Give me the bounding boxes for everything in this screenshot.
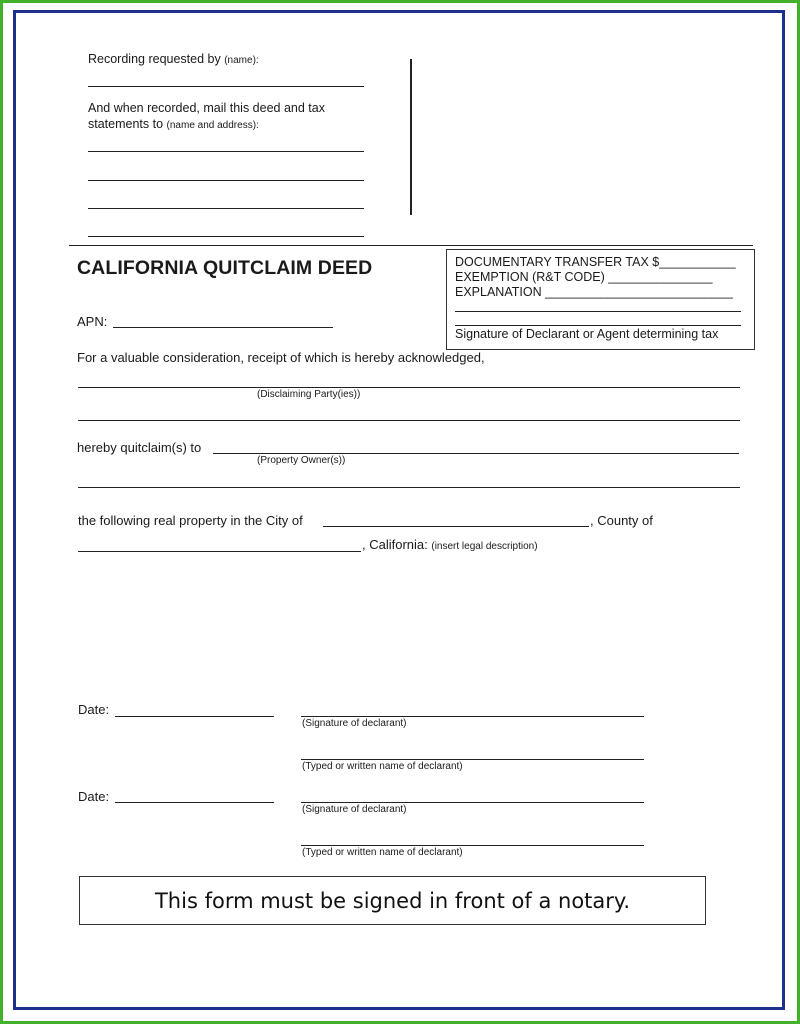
property-owner-field[interactable] [213,453,739,454]
notary-notice-box [79,876,706,925]
disclaiming-party-field-2[interactable] [78,420,740,421]
mail-instruction-hint: (name and address): [166,120,259,131]
disclaiming-party-caption: (Disclaiming Party(ies)) [257,389,361,400]
mail-address-field-3[interactable] [88,208,364,209]
transfer-tax-box [446,249,755,350]
disclaiming-party-field[interactable] [78,387,740,388]
document-title: CALIFORNIA QUITCLAIM DEED [77,257,373,279]
county-label: , County of [590,513,653,528]
mail-address-field-1[interactable] [88,151,364,152]
documentary-transfer-tax: DOCUMENTARY TRANSFER TAX $___________ [455,255,736,269]
exemption-code: EXEMPTION (R&T CODE) _______________ [455,270,713,284]
name-caption-2: (Typed or written name of declarant) [302,847,463,858]
apn-label: APN: [77,314,108,329]
recorder-space-rule [69,245,753,246]
legal-description-hint: (insert legal description) [431,541,538,552]
date-field-2[interactable] [115,802,274,803]
recording-requested-hint: (name): [224,55,259,66]
name-field-2[interactable] [301,845,644,846]
signature-caption-2: (Signature of declarant) [302,804,407,815]
county-field[interactable] [78,551,361,552]
property-owner-caption: (Property Owner(s)) [257,455,346,466]
property-owner-field-2[interactable] [78,487,740,488]
explanation-line-2[interactable] [455,311,741,312]
notary-notice-text: This form must be signed in front of a notary. [154,888,631,913]
explanation: EXPLANATION ___________________________ [455,285,733,299]
mail-address-field-4[interactable] [88,236,364,237]
recording-requested-text: Recording requested by [88,52,221,66]
document-page [13,10,785,1010]
declarant-signature-line[interactable] [455,325,741,326]
apn-field[interactable] [113,327,333,328]
property-city-label: the following real property in the City of [78,513,303,528]
signature-caption-1: (Signature of declarant) [302,718,407,729]
date-field-1[interactable] [115,716,274,717]
mail-instruction-text: statements to [88,117,164,131]
california-text: , California: [362,537,428,552]
recording-name-field[interactable] [88,86,364,87]
consideration-text: For a valuable consideration, receipt of which is hereby acknowledged, [77,350,485,365]
date-label-1: Date: [78,702,110,717]
city-field[interactable] [323,526,589,527]
mail-instruction-line1: And when recorded, mail this deed and tax [88,101,325,115]
name-caption-1: (Typed or written name of declarant) [302,761,463,772]
header-divider [410,59,412,215]
quitclaim-to-label: hereby quitclaim(s) to [77,440,202,455]
signature-field-1[interactable] [301,716,644,717]
signature-field-2[interactable] [301,802,644,803]
name-field-1[interactable] [301,759,644,760]
mail-instruction-line2 [88,117,259,131]
declarant-signature-label: Signature of Declarant or Agent determining tax [455,327,719,341]
recording-requested-label [88,52,259,66]
california-label [362,537,538,552]
mail-address-field-2[interactable] [88,180,364,181]
date-label-2: Date: [78,789,110,804]
